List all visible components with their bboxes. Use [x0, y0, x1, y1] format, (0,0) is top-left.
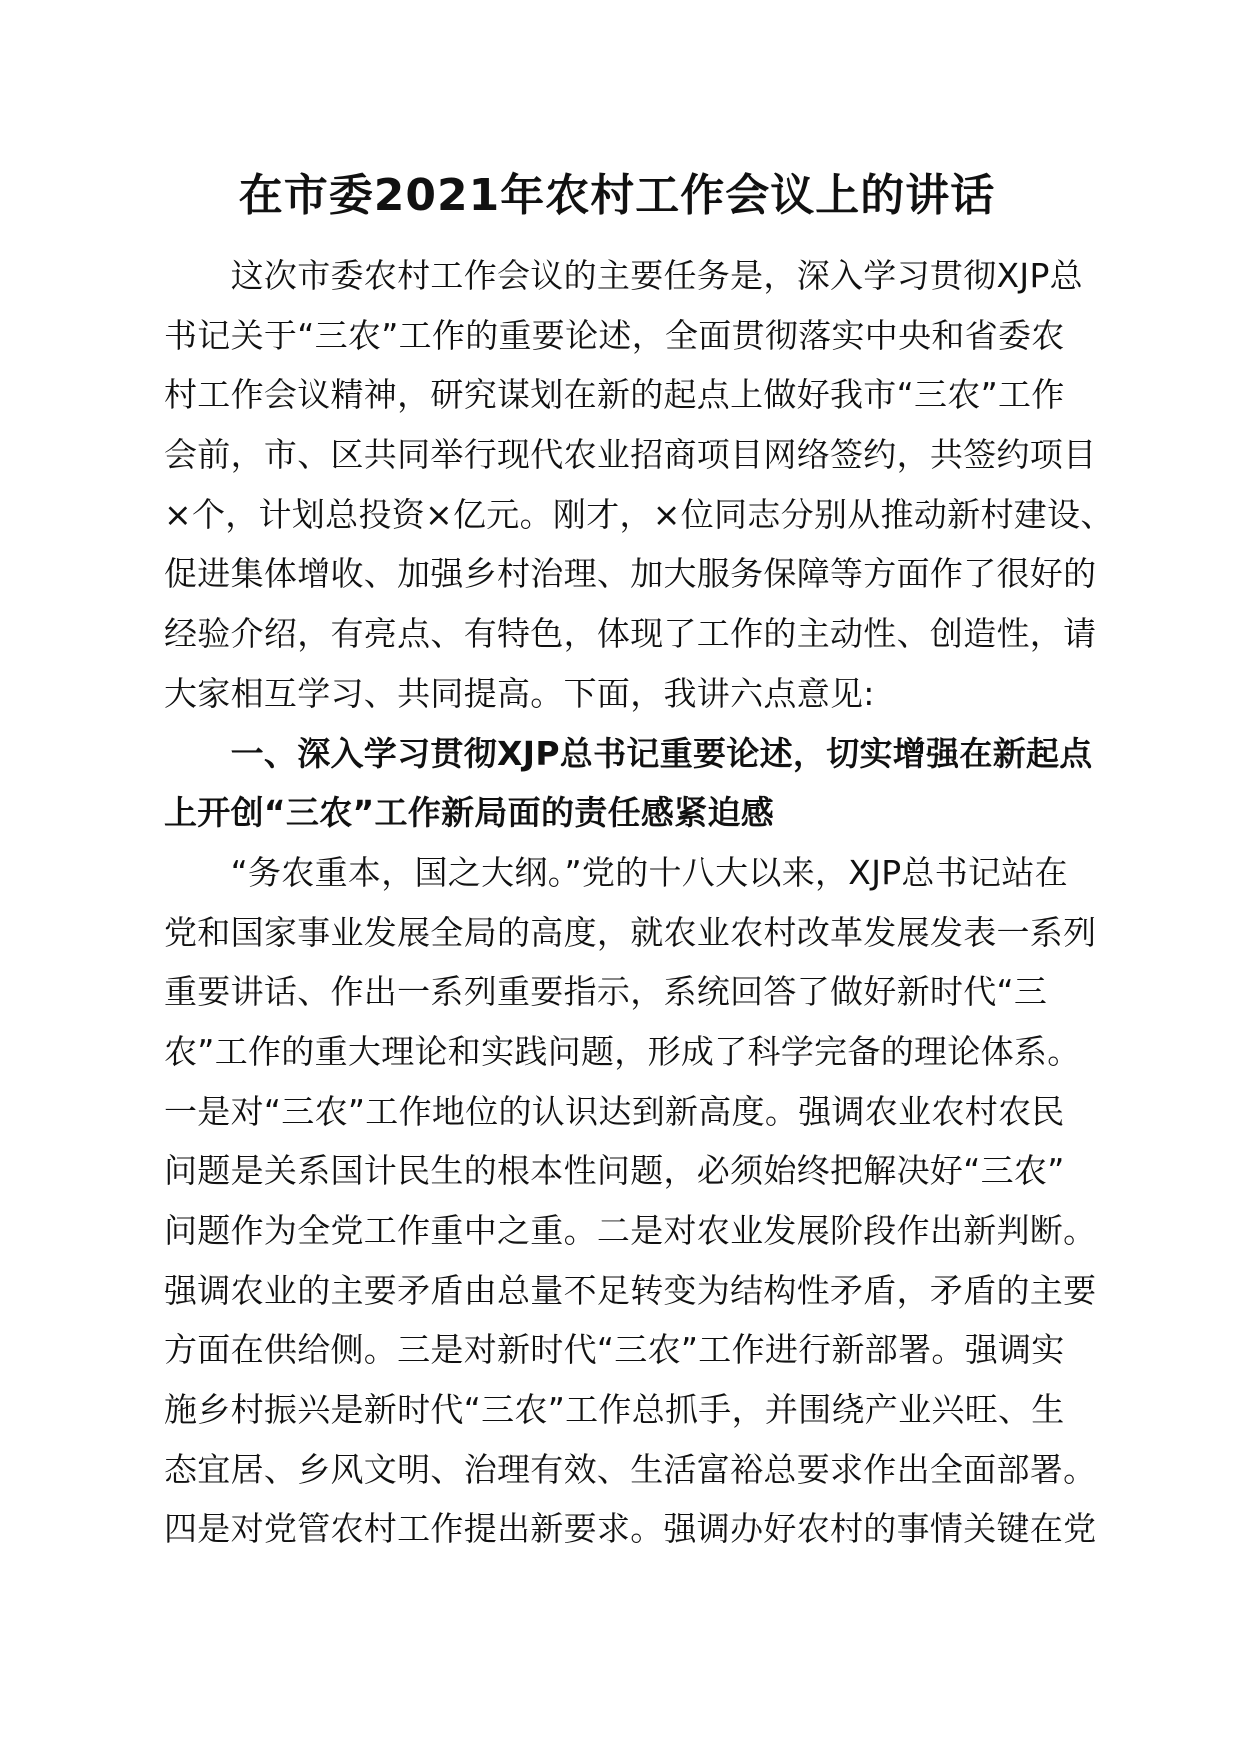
text-line: 大家相互学习、共同提高。下面，我讲六点意见:	[164, 673, 875, 713]
section-heading-line: 上开创“三农”工作新局面的责任感紧迫感	[164, 793, 775, 833]
text-line: 施乡村振兴是新时代“三农”工作总抓手，并围绕产业兴旺、生	[164, 1390, 1065, 1430]
document-body	[164, 246, 1124, 1559]
text-line: 党和国家事业发展全局的高度，就农业农村改革发展发表一系列	[164, 912, 1097, 952]
text-line: 态宜居、乡风文明、治理有效、生活富裕总要求作出全面部署。	[164, 1449, 1097, 1489]
text-line: 一是对“三农”工作地位的认识达到新高度。强调农业农村农民	[164, 1091, 1065, 1131]
text-line: 问题作为全党工作重中之重。二是对农业发展阶段作出新判断。	[164, 1211, 1097, 1250]
text-line: 促进集体增收、加强乡村治理、加大服务保障等方面作了很好的	[164, 554, 1097, 594]
text-line: ×个，计划总投资×亿元。刚才，×位同志分别从推动新村建设、	[164, 494, 1114, 534]
text-line: 农”工作的重大理论和实践问题，形成了科学完备的理论体系。	[164, 1031, 1081, 1071]
text-line: 村工作会议精神，研究谋划在新的起点上做好我市“三农”工作	[164, 375, 1065, 415]
text-line: 强调农业的主要矛盾由总量不足转变为结构性矛盾，矛盾的主要	[164, 1270, 1097, 1310]
text-line: 经验介绍，有亮点、有特色，体现了工作的主动性、创造性，请	[164, 614, 1097, 654]
text-line: 问题是关系国计民生的根本性问题，必须始终把解决好“三农”	[164, 1151, 1065, 1191]
text-line: 会前，市、区共同举行现代农业招商项目网络签约，共签约项目	[164, 435, 1097, 475]
text-line: 重要讲话、作出一系列重要指示，系统回答了做好新时代“三	[164, 972, 1048, 1012]
document-title: 在市委2021年农村工作会议上的讲话	[238, 170, 996, 221]
text-line: 四是对党管农村工作提出新要求。强调办好农村的事情关键在党	[164, 1509, 1097, 1549]
text-line: 书记关于“三农”工作的重要论述，全面贯彻落实中央和省委农	[164, 315, 1065, 355]
text-line: 这次市委农村工作会议的主要任务是，深入学习贯彻XJP总	[164, 256, 1083, 295]
section-heading-line: 一、深入学习贯彻XJP总书记重要论述，切实增强在新起点	[164, 733, 1093, 773]
text-line: 方面在供给侧。三是对新时代“三农”工作进行新部署。强调实	[164, 1330, 1065, 1370]
text-line: “务农重本，国之大纲。”党的十八大以来，XJP总书记站在	[164, 852, 1068, 892]
